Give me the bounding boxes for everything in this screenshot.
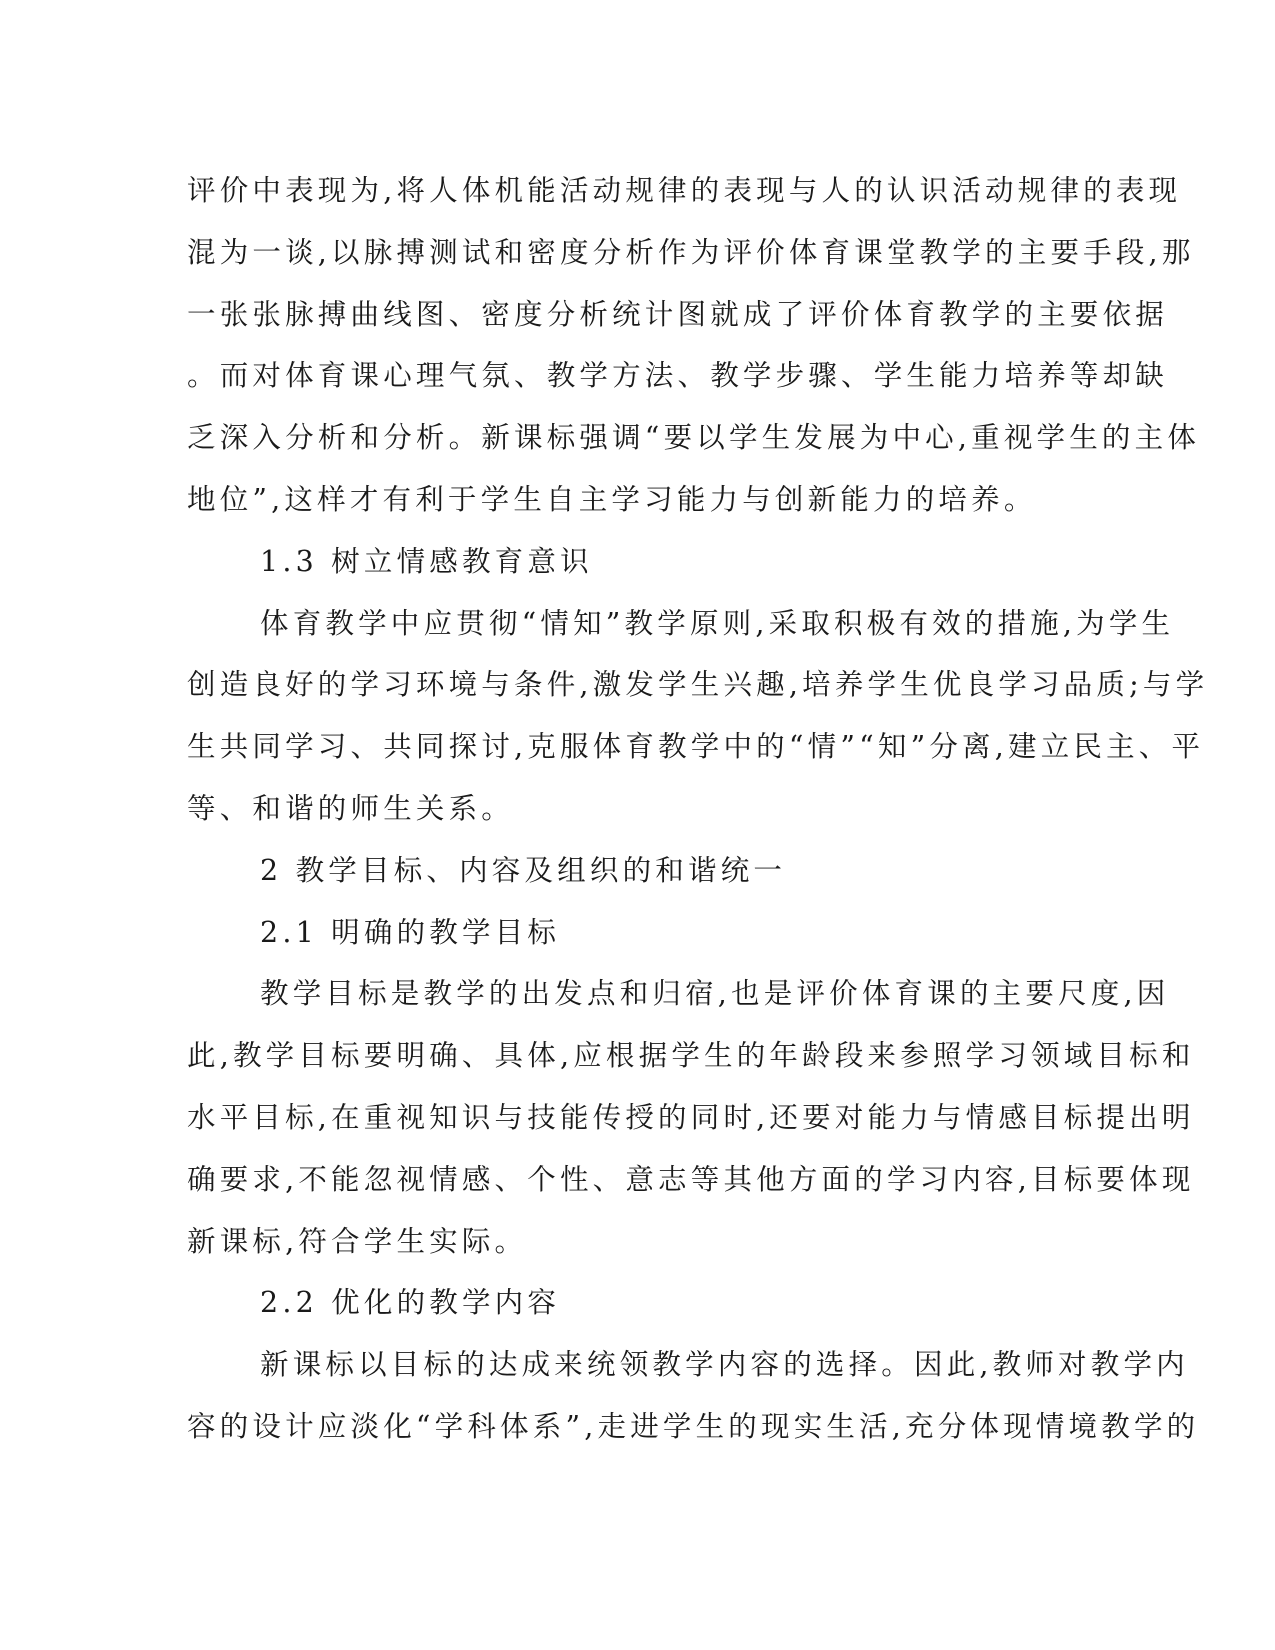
text-line: 容的设计应淡化“学科体系”,走进学生的现实生活,充分体现情境教学的 <box>187 1409 1200 1443</box>
text-line: 教学目标是教学的出发点和归宿,也是评价体育课的主要尺度,因 <box>260 977 1170 1011</box>
text-line: 混为一谈,以脉搏测试和密度分析作为评价体育课堂教学的主要手段,那 <box>187 235 1195 269</box>
text-line: 水平目标,在重视知识与技能传授的同时,还要对能力与情感目标提出明 <box>187 1100 1195 1134</box>
section-heading: 2.2 优化的教学内容 <box>260 1286 561 1320</box>
text-line: 。而对体育课心理气氛、教学方法、教学步骤、学生能力培养等却缺 <box>187 359 1169 393</box>
text-line: 新课标,符合学生实际。 <box>187 1224 528 1258</box>
text-line: 等、和谐的师生关系。 <box>187 791 515 825</box>
text-line: 创造良好的学习环境与条件,激发学生兴趣,培养学生优良学习品质;与学 <box>187 668 1209 702</box>
text-line: 确要求,不能忽视情感、个性、意志等其他方面的学习内容,目标要体现 <box>187 1162 1195 1196</box>
section-heading: 2 教学目标、内容及组织的和谐统一 <box>260 853 787 887</box>
text-line: 乏深入分析和分析。新课标强调“要以学生发展为中心,重视学生的主体 <box>187 421 1201 455</box>
document-body <box>187 160 1209 1458</box>
section-heading: 1.3 树立情感教育意识 <box>260 544 593 578</box>
text-line: 此,教学目标要明确、具体,应根据学生的年龄段来参照学习领域目标和 <box>187 1039 1195 1073</box>
text-line: 生共同学习、共同探讨,克服体育教学中的“情”“知”分离,建立民主、平 <box>187 730 1205 764</box>
text-line: 一张张脉搏曲线图、密度分析统计图就成了评价体育教学的主要依据 <box>187 297 1169 331</box>
section-heading: 2.1 明确的教学目标 <box>260 915 561 949</box>
text-line: 地位”,这样才有利于学生自主学习能力与创新能力的培养。 <box>187 482 1037 516</box>
text-line: 评价中表现为,将人体机能活动规律的表现与人的认识活动规律的表现 <box>187 174 1182 207</box>
text-line: 新课标以目标的达成来统领教学内容的选择。因此,教师对教学内 <box>260 1348 1189 1382</box>
text-line: 体育教学中应贯彻“情知”教学原则,采取积极有效的措施,为学生 <box>260 606 1175 640</box>
